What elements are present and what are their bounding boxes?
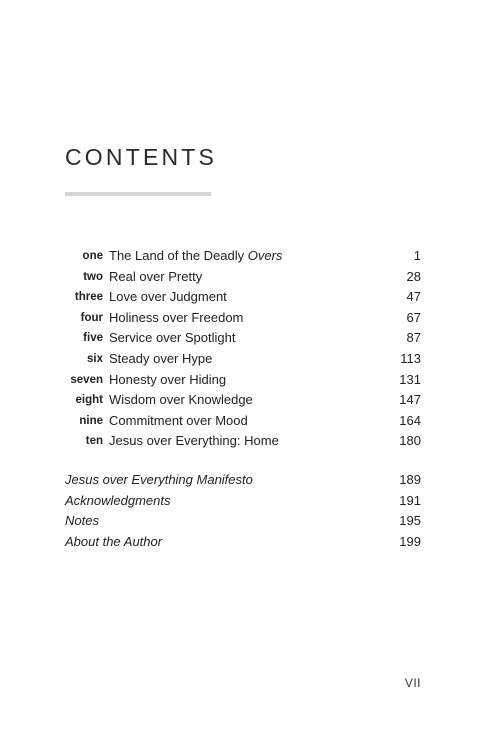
chapter-number: one: [82, 250, 103, 262]
back-matter-list: [65, 470, 421, 552]
chapter-title: Real over Pretty: [109, 268, 203, 284]
chapter-title: Commitment over Mood: [109, 412, 248, 428]
chapter-number: seven: [70, 373, 103, 386]
chapter-number: two: [83, 270, 103, 283]
toc-entry[interactable]: [65, 431, 421, 452]
chapter-number: three: [74, 291, 103, 304]
toc-entry[interactable]: [65, 287, 421, 308]
chapter-number: eight: [75, 394, 103, 407]
back-matter-title: Acknowledgments: [65, 492, 171, 508]
chapter-list: [65, 246, 421, 452]
page-number: 131: [399, 371, 421, 387]
chapter-title: Jesus over Everything: Home: [109, 433, 279, 449]
chapter-title: Wisdom over Knowledge: [109, 392, 253, 408]
back-matter-title: Notes: [65, 513, 99, 529]
page-number: 199: [399, 533, 421, 549]
title-divider: [65, 192, 211, 196]
chapter-number: nine: [79, 414, 103, 427]
page-title: CONTENTS: [65, 144, 218, 170]
chapter-number: five: [83, 332, 103, 345]
page-number: 87: [406, 330, 421, 346]
toc-entry[interactable]: [65, 246, 421, 267]
chapter-title: Service over Spotlight: [109, 330, 236, 346]
back-matter-entry[interactable]: [65, 491, 421, 512]
toc-entry[interactable]: [65, 370, 421, 391]
page-number: 28: [406, 268, 421, 284]
page-number: 180: [399, 433, 421, 449]
chapter-title: Love over Judgment: [109, 289, 227, 305]
toc-entry[interactable]: [65, 308, 421, 329]
page-number: 1: [413, 248, 421, 263]
page-folio: VII: [404, 676, 421, 690]
page-number: 191: [399, 492, 421, 508]
page-number: 189: [399, 472, 421, 487]
chapter-title: Holiness over Freedom: [109, 309, 244, 325]
page-number: 195: [399, 513, 421, 529]
chapter-number: ten: [85, 435, 103, 448]
back-matter-title: Jesus over Everything Manifesto: [65, 472, 253, 487]
page-number: 147: [399, 392, 421, 408]
chapter-title: Steady over Hype: [109, 350, 213, 366]
chapter-number: four: [80, 311, 103, 324]
back-matter-entry[interactable]: [65, 532, 421, 553]
chapter-title: Honesty over Hiding: [109, 371, 227, 387]
chapter-title: The Land of the Deadly Overs: [109, 248, 283, 263]
toc-entry[interactable]: [65, 349, 421, 370]
back-matter-entry[interactable]: [65, 470, 421, 491]
toc-entry[interactable]: [65, 411, 421, 432]
back-matter-entry[interactable]: [65, 511, 421, 532]
page-number: 47: [406, 289, 421, 305]
chapter-number: six: [87, 352, 103, 365]
toc-entry[interactable]: [65, 328, 421, 349]
page-number: 67: [406, 309, 421, 325]
toc-entry[interactable]: [65, 390, 421, 411]
page-number: 113: [400, 350, 421, 366]
toc-entry[interactable]: [65, 267, 421, 288]
page-number: 164: [399, 412, 421, 428]
back-matter-title: About the Author: [65, 533, 163, 549]
chapter-title-italic: Overs: [247, 248, 283, 263]
